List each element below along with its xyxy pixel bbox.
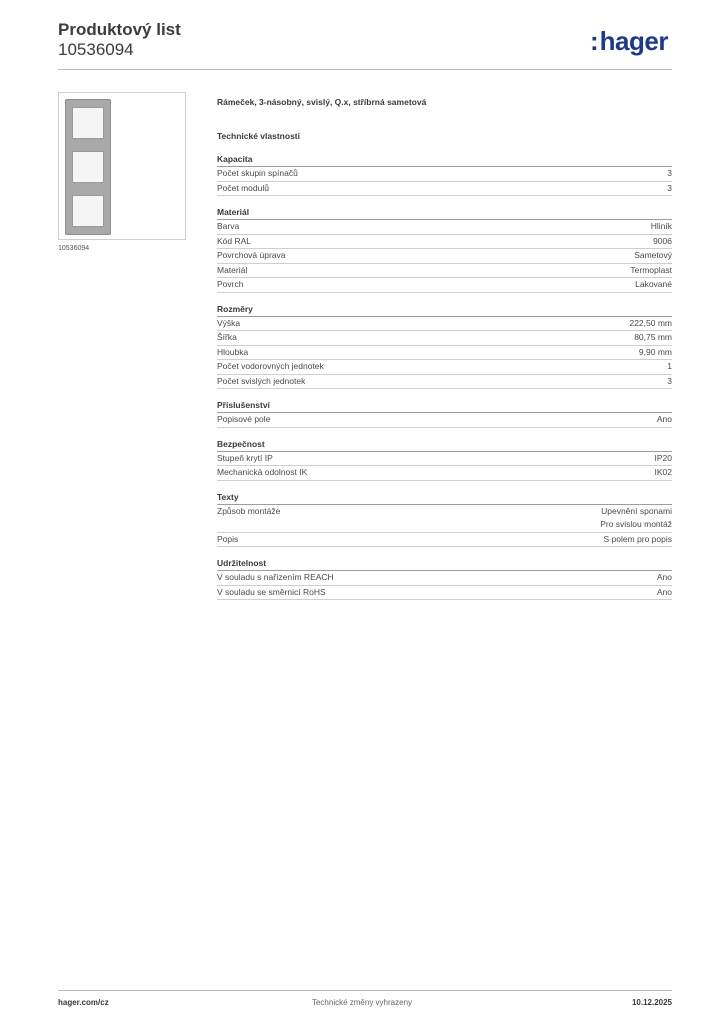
property-row [217, 235, 672, 250]
property-row [217, 413, 672, 428]
property-label: Počet vodorovných jednotek [217, 361, 324, 371]
property-row [217, 220, 672, 235]
property-label: Popis [217, 533, 239, 544]
property-value [635, 278, 672, 292]
property-value-line: 1 [667, 361, 672, 371]
footer-divider [58, 990, 672, 991]
section [217, 438, 672, 481]
property-value-line: Ano [656, 586, 672, 597]
logo-colon: : [590, 26, 599, 56]
property-row [217, 360, 672, 375]
property-value-line: 3 [667, 182, 672, 193]
frame-slot [72, 151, 104, 183]
property-value-line: 80,75 mm [634, 332, 672, 342]
property-value [629, 317, 672, 331]
document-header [58, 20, 181, 60]
property-value [655, 466, 673, 480]
property-value-line: Ano [656, 414, 672, 424]
property-value-line: 222,50 mm [629, 317, 672, 328]
property-label: V souladu s nařízením REACH [217, 572, 334, 582]
footer-date: 10.12.2025 [631, 998, 672, 1007]
product-number: 10536094 [58, 40, 134, 59]
section-title: Texty [217, 491, 672, 505]
property-row [217, 182, 672, 197]
frame-picture [65, 99, 111, 235]
document-title: Produktový list [58, 20, 181, 39]
property-label: Povrchová úprava [217, 250, 286, 260]
property-value [639, 346, 672, 360]
property-value [600, 505, 672, 532]
hager-logo [590, 24, 668, 58]
property-label: Počet svislých jednotek [217, 375, 306, 386]
property-row [217, 466, 672, 481]
property-value [667, 167, 672, 181]
property-label: Mechanická odolnost IK [217, 467, 308, 477]
property-label: Výška [217, 317, 241, 328]
property-value-line: S polem pro popis [603, 533, 672, 544]
property-row [217, 264, 672, 279]
property-value [667, 182, 672, 196]
property-value-line: 3 [667, 168, 672, 178]
section-title: Rozměry [217, 303, 672, 317]
property-value-line: Upevnění sponami [601, 505, 672, 516]
property-label: Povrch [217, 279, 244, 289]
property-row [217, 505, 672, 533]
property-label: Stupeň krytí IP [217, 452, 273, 463]
property-row [217, 317, 672, 332]
property-value-line: Pro svislou montáž [600, 519, 672, 529]
frame-slot [72, 195, 104, 227]
property-label: Materiál [217, 264, 248, 275]
property-value-line: Sametový [634, 250, 672, 260]
property-value [603, 533, 672, 547]
section [217, 399, 672, 428]
section-title: Kapacita [217, 153, 672, 167]
property-value [667, 360, 672, 374]
property-value-line: 9006 [653, 235, 672, 246]
property-value [667, 375, 672, 389]
property-row [217, 452, 672, 467]
tech-properties-heading: Technické vlastnosti [217, 131, 300, 141]
property-value [630, 264, 672, 278]
property-label: Kód RAL [217, 235, 252, 246]
property-value-line: IP20 [654, 452, 672, 463]
property-value-line: Ano [656, 572, 672, 582]
product-name: Rámeček, 3-násobný, svislý, Q.x, stříbrná sametová [217, 97, 427, 107]
property-value [655, 452, 673, 466]
properties-sections [217, 153, 672, 600]
property-label: Způsob montáže [217, 505, 281, 516]
property-row [217, 533, 672, 548]
property-row [217, 167, 672, 182]
property-value [657, 586, 672, 600]
property-row [217, 278, 672, 293]
section [217, 557, 672, 600]
property-value [657, 571, 672, 585]
property-label: Počet modulů [217, 182, 269, 193]
property-row [217, 346, 672, 361]
property-row [217, 375, 672, 390]
property-row [217, 586, 672, 601]
property-label: Popisové pole [217, 414, 271, 424]
image-caption: 10536094 [58, 245, 90, 252]
property-value [634, 331, 672, 345]
property-row [217, 331, 672, 346]
section [217, 153, 672, 196]
logo-text: hager [599, 26, 668, 56]
property-label: Počet skupin spínačů [217, 168, 298, 178]
property-value [657, 413, 672, 427]
property-value-line: Termoplast [630, 264, 672, 275]
property-value [651, 220, 672, 234]
section-title: Bezpečnost [217, 438, 672, 452]
property-value-line: 9,90 mm [638, 346, 672, 357]
product-details [217, 95, 672, 600]
property-row [217, 249, 672, 264]
section-title: Udržitelnost [217, 557, 672, 571]
footer-notice: Technické změny vyhrazeny [311, 998, 413, 1007]
section [217, 491, 672, 548]
header-divider [58, 69, 672, 70]
property-row [217, 571, 672, 586]
property-value-line: IK02 [654, 467, 672, 477]
property-value-line: Hliník [650, 221, 672, 231]
section-title: Materiál [217, 206, 672, 220]
property-value [634, 249, 672, 263]
property-value-line: Lakované [635, 279, 672, 289]
section [217, 206, 672, 293]
section [217, 303, 672, 390]
footer-website: hager.com/cz [58, 998, 109, 1007]
property-label: Barva [217, 221, 240, 231]
property-label: V souladu se směrnicí RoHS [217, 586, 326, 597]
frame-slot [72, 107, 104, 139]
product-image [58, 92, 186, 240]
property-value-line: 3 [667, 375, 672, 386]
property-label: Hloubka [217, 346, 249, 357]
property-value [653, 235, 672, 249]
section-title: Příslušenství [217, 399, 672, 413]
property-label: Šířka [217, 332, 237, 342]
